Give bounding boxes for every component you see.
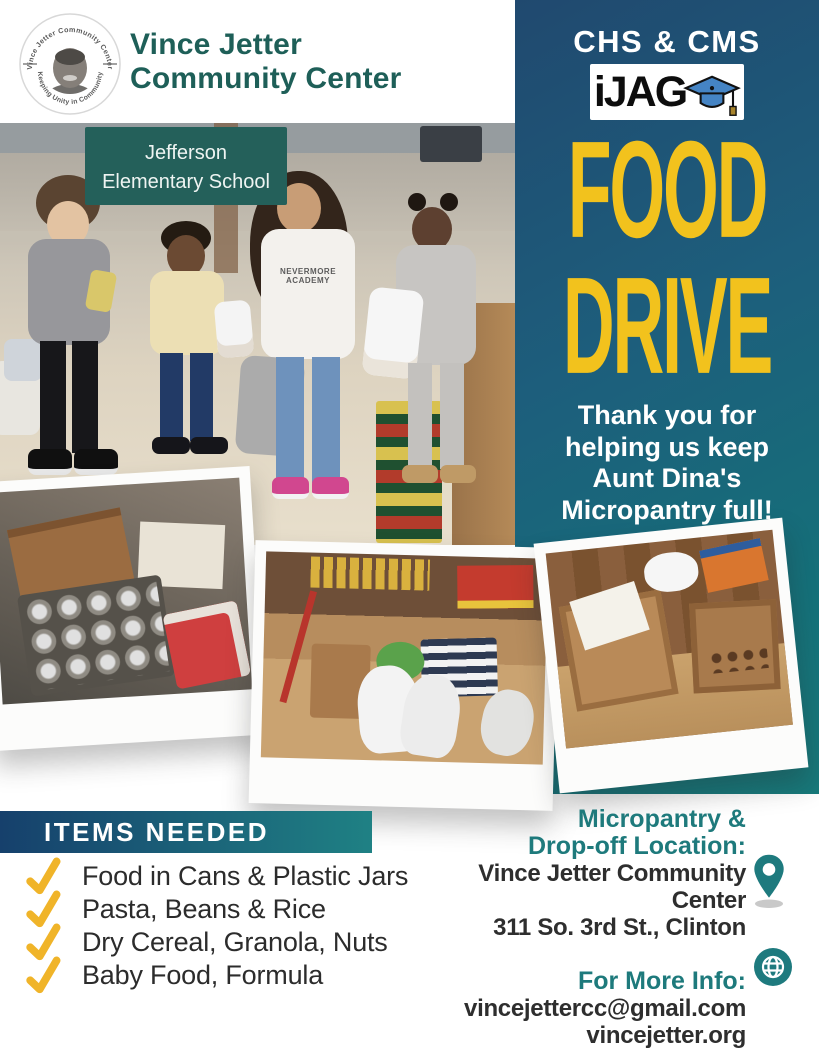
- headline-drive: DRIVE: [562, 247, 772, 403]
- photo-monitor: [420, 126, 482, 162]
- globe-icon: [753, 947, 793, 987]
- list-item: [22, 893, 430, 926]
- logo-arc-bottom-text: Keeping Unity in Community: [35, 71, 105, 107]
- location-heading-line1: Micropantry &: [577, 805, 746, 833]
- check-icon: [20, 923, 67, 961]
- school-names: CHS & CMS: [573, 24, 761, 59]
- org-name-line1: Vince Jetter: [130, 28, 302, 61]
- contact-info: [426, 806, 746, 1049]
- org-name: [130, 28, 402, 96]
- contact-email: vincejettercc@gmail.com: [464, 995, 746, 1022]
- item-text: Food in Cans & Plastic Jars: [82, 861, 409, 891]
- photo-floor-bag: [4, 339, 42, 381]
- donation-photo-1: [0, 466, 266, 751]
- contact-website: vincejetter.org: [586, 1022, 746, 1049]
- school-label-line2: Elementary School: [102, 171, 270, 193]
- shirt-print: [261, 229, 355, 359]
- shirt-text-line2: ACADEMY: [286, 276, 330, 285]
- community-center-badge-icon: [18, 12, 122, 116]
- ijag-logo-text: iJAG: [593, 67, 687, 116]
- location-heading-line2: Drop-off Location:: [527, 832, 746, 860]
- shirt-text-line1: NEVERMORE: [279, 267, 337, 276]
- headline-food: FOOD: [567, 111, 767, 267]
- school-label: [85, 127, 287, 205]
- thank-you-message: Thank you for helping us keep Aunt Dina's Micropantry full!: [561, 400, 773, 525]
- item-text: Dry Cereal, Granola, Nuts: [82, 927, 388, 957]
- org-name-line2: Community Center: [130, 62, 402, 96]
- location-address: 311 So. 3rd St., Clinton: [493, 914, 746, 941]
- check-icon: [20, 890, 67, 928]
- location-pin-icon: [748, 853, 790, 909]
- check-icon: [20, 857, 67, 895]
- school-label-line1: Jefferson: [145, 142, 227, 164]
- location-name: Vince Jetter Community Center: [478, 860, 746, 914]
- item-text: Pasta, Beans & Rice: [82, 894, 326, 924]
- check-icon: [20, 956, 67, 994]
- logo-arc-top-text: Vince Jetter Community Center: [24, 24, 116, 70]
- items-needed-list: [22, 860, 430, 992]
- item-text: Baby Food, Formula: [82, 960, 324, 990]
- list-item: [22, 860, 430, 893]
- donation-photo-2: [249, 540, 560, 811]
- info-heading: For More Info:: [577, 967, 746, 995]
- items-needed-heading: ITEMS NEEDED: [0, 811, 372, 853]
- donation-photo-3: [534, 518, 809, 794]
- list-item: [22, 959, 430, 992]
- list-item: [22, 926, 430, 959]
